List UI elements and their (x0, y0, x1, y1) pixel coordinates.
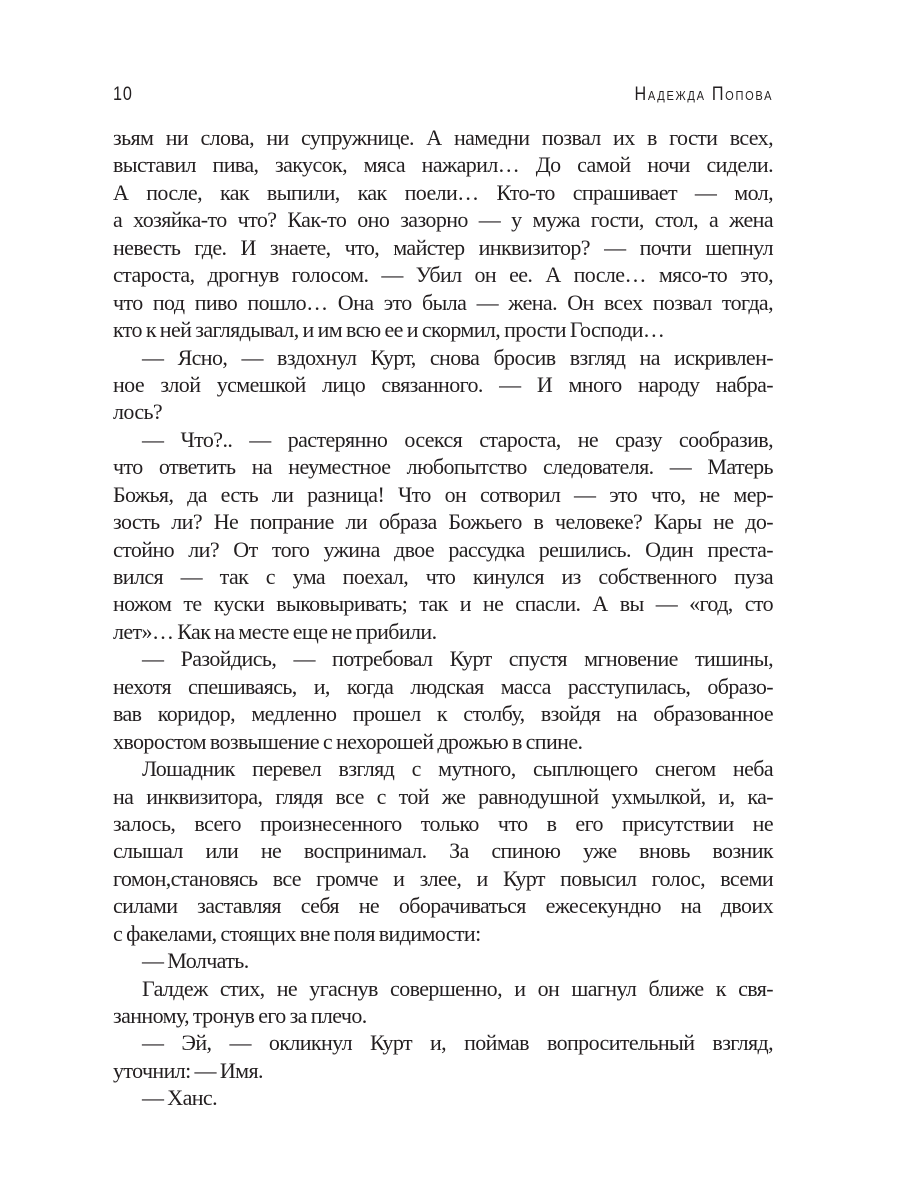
paragraph (113, 1084, 773, 1111)
paragraph (113, 645, 773, 755)
paragraph (113, 124, 773, 344)
text-line: — Эй, — окликнул Курт и, поймав вопросительный взгляд, (142, 1030, 773, 1056)
text-line: уточнил: — Имя. (113, 1057, 263, 1083)
text-line: а хозяйка-то что? Как-то оно зазорно — у мужа гости, стол, а жена (113, 207, 773, 233)
text-line: на инквизитора, глядя все с той же равнодушной ухмылкой, и, ка- (113, 783, 773, 809)
text-line: зость ли? Не попрание ли образа Божьего в человеке? Кары не до- (113, 509, 773, 535)
text-line: ное злой усмешкой лицо связанного. — И много народу набра- (113, 371, 773, 397)
text-line: нехотя спешиваясь, и, когда людская масса расступилась, образо- (113, 673, 773, 699)
paragraph (113, 1029, 773, 1084)
paragraph (113, 344, 773, 426)
text-line: лет»… Как на месте еще не прибили. (113, 618, 437, 644)
text-line: кто к ней заглядывал, и им всю ее и скормил, прости Господи… (113, 317, 665, 343)
text-line: Лошадник перевел взгляд с мутного, сыплющего снегом неба (142, 756, 773, 782)
text-line: лось? (113, 399, 163, 425)
text-line: — Молчать. (142, 948, 249, 974)
paragraph (113, 947, 773, 974)
text-line: А после, как выпили, как поели… Кто-то спрашивает — мол, (113, 179, 773, 205)
paragraph (113, 975, 773, 1030)
running-header-author: Надежда Попова (634, 84, 773, 105)
text-line: занному, тронув его за плечо. (113, 1003, 367, 1028)
text-line: ножом те куски выковыривать; так и не спасли. А вы — «год, сто (113, 591, 773, 617)
paragraph (113, 426, 773, 646)
text-line: зьям ни слова, ни супружнице. А намедни позвал их в гости всех, (113, 125, 773, 150)
text-line: залось, всего произнесенного только что в его присутствии не (113, 810, 773, 836)
text-line: стойно ли? От того ужина двое рассудка решились. Один преста- (113, 536, 773, 562)
text-line: хворостом возвышение с нехорошей дрожью в спине. (113, 728, 583, 754)
text-line: гомон,становясь все громче и злее, и Курт повысил голос, всеми (113, 865, 773, 891)
text-line: вав коридор, медленно прошел к столбу, взойдя на образованное (113, 701, 773, 727)
body-text (113, 124, 773, 1112)
text-line: что ответить на неуместное любопытство следователя. — Матерь (113, 454, 773, 480)
text-line: невесть где. И знаете, что, майстер инквизитор? — почти шепнул (113, 234, 773, 260)
text-line: Божья, да есть ли разница! Что он сотворил — это что, не мер- (113, 481, 773, 507)
text-line: староста, дрогнув голосом. — Убил он ее. А после… мясо-то это, (113, 262, 773, 288)
text-line: что под пиво пошло… Она это была — жена. Он всех позвал тогда, (113, 289, 773, 315)
text-line: с факелами, стоящих вне поля видимости: (113, 920, 481, 946)
text-line: выставил пива, закусок, мяса нажарил… До самой ночи сидели. (113, 152, 773, 178)
text-line: силами заставляя себя не оборачиваться ежесекундно на двоих (113, 893, 773, 919)
text-line: — Ясно, — вздохнул Курт, снова бросив взгляд на искривлен- (142, 344, 773, 370)
text-line: вился — так с ума поехал, что кинулся из собственного пуза (113, 564, 773, 589)
page-number: 10 (113, 84, 133, 105)
paragraph (113, 755, 773, 947)
text-line: — Разойдись, — потребовал Курт спустя мгновение тишины, (142, 646, 773, 672)
text-line: — Ханс. (142, 1085, 217, 1111)
text-line: слышал или не воспринимал. За спиною уже вновь возник (113, 838, 773, 864)
text-line: — Что?.. — растерянно осекся староста, не сразу сообразив, (142, 426, 773, 452)
text-line: Галдеж стих, не угаснув совершенно, и он шагнул ближе к свя- (142, 975, 773, 1001)
